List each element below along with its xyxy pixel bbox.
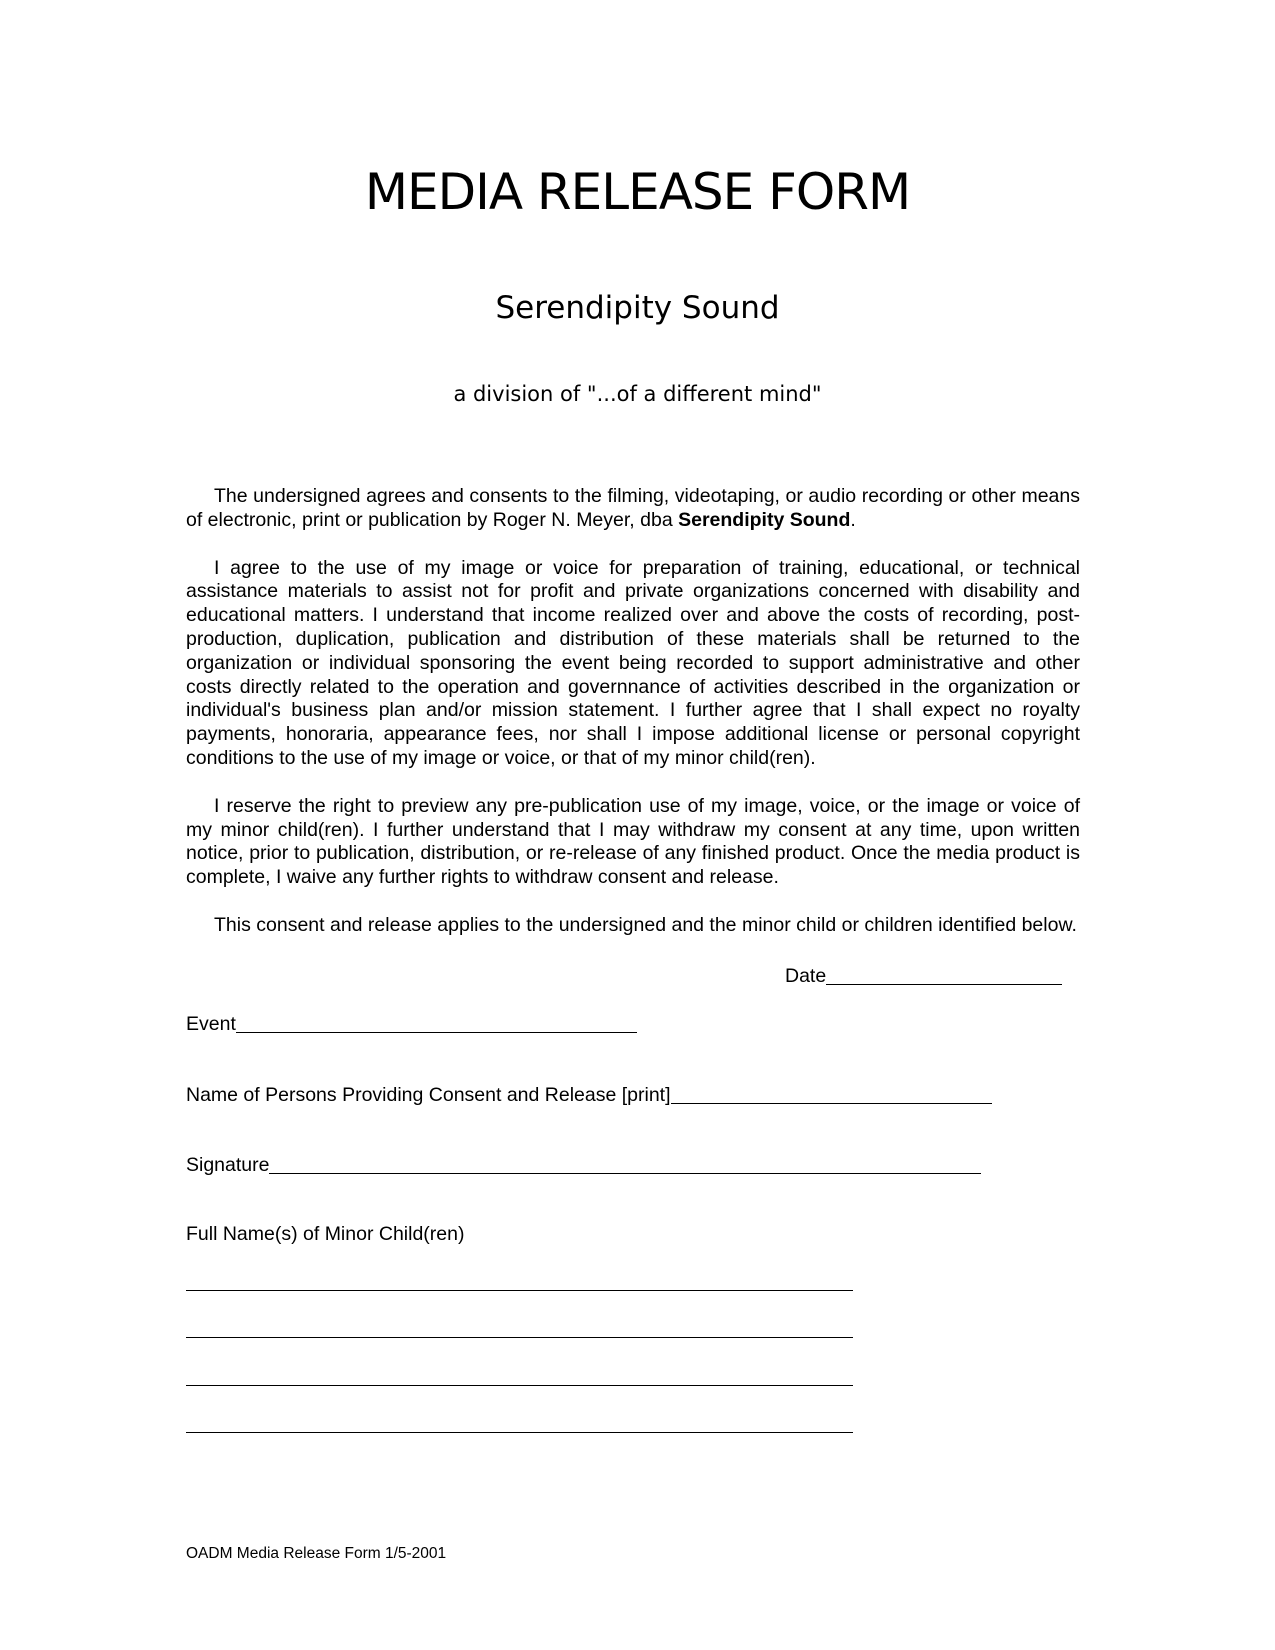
paragraph-consent <box>186 485 1080 533</box>
minor-child-line[interactable] <box>186 1337 853 1338</box>
name-field <box>186 1083 992 1107</box>
signature-input[interactable] <box>269 1155 981 1174</box>
company-name: Serendipity Sound <box>495 290 780 326</box>
paragraph-consent-text: The undersigned agrees and consents to the filming, videotaping, or audio recording or other means of electronic, print or publication by Roger N. Meyer, dba <box>186 485 1080 531</box>
consent-text <box>186 485 1080 962</box>
minor-child-line[interactable] <box>186 1432 853 1433</box>
paragraph-usage: I agree to the use of my image or voice for preparation of training, educational, or technical assistance materials to assist not for profit and private organizations concerned with disability and educational matters. I understand that income realized over and above the costs of recording, post-production, duplication, publication and distribution of these materials shall be returned to the organization or individual sponsoring the event being recorded to support administrative and other costs directly related to the operation and governnance of activities described in the organization or individual's business plan and/or mission statement. I further agree that I shall expect no royalty payments, honoraria, appearance fees, nor shall I impose additional license or personal copyright conditions to the use of my image or voice, or that of my minor child(ren). <box>186 556 1080 769</box>
signature-field <box>186 1153 981 1177</box>
paragraph-consent-company: Serendipity Sound <box>678 508 851 531</box>
event-field <box>186 1012 637 1036</box>
paragraph-rights: I reserve the right to preview any pre-publication use of my image, voice, or the image or voice of my minor child(ren). I further understand that I may withdraw my consent at any time, upon written notice, prior to publication, distribution, or re-release of any finished product. Once the media product is complete, I waive any further rights to withdraw consent and release. <box>186 794 1080 889</box>
minor-children-field <box>186 1222 464 1246</box>
paragraph-applies: This consent and release applies to the undersigned and the minor child or children identified below. <box>214 913 1077 936</box>
date-field <box>785 964 1062 988</box>
form-footer: OADM Media Release Form 1/5-2001 <box>186 1545 447 1562</box>
name-input[interactable] <box>671 1085 992 1104</box>
name-label: Name of Persons Providing Consent and Release [print] <box>186 1084 671 1106</box>
minor-child-line[interactable] <box>186 1290 853 1291</box>
division-line: a division of "...of a different mind" <box>453 382 822 406</box>
date-input[interactable] <box>826 966 1062 985</box>
event-input[interactable] <box>236 1014 637 1033</box>
form-title: MEDIA RELEASE FORM <box>364 163 911 221</box>
event-label: Event <box>186 1013 236 1035</box>
paragraph-consent-end: . <box>850 508 856 531</box>
signature-label: Signature <box>186 1154 270 1176</box>
date-label: Date <box>785 965 827 987</box>
minor-child-line[interactable] <box>186 1385 853 1386</box>
minor-children-label: Full Name(s) of Minor Child(ren) <box>186 1223 465 1245</box>
